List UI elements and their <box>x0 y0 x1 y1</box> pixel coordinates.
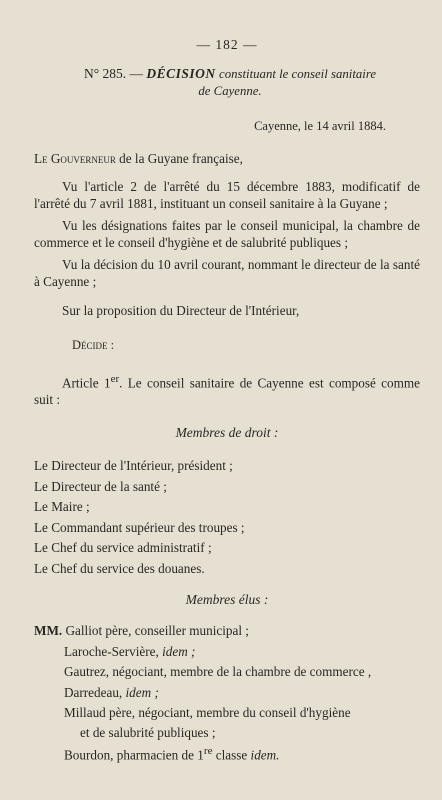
list-item <box>34 741 420 766</box>
member-millaud-line-2: et de salubrité publiques ; <box>80 724 216 740</box>
decision-title <box>34 65 420 100</box>
paragraph-vu-designations: Vu les désignations faites par le conseil municipal, la chambre de commerce et le conseil d'hygiène et de salubrité publiques ; <box>34 218 420 250</box>
membres-droit-list <box>34 456 420 579</box>
list-item <box>34 642 420 663</box>
decision-word: DÉCISION <box>146 66 216 81</box>
governor-line <box>34 150 420 167</box>
list-item: Le Commandant supérieur des troupes ; <box>34 519 245 535</box>
member-darredeau: Darredeau, <box>64 684 126 700</box>
messieurs-abbr: MM. <box>34 623 63 639</box>
list-item: Le Directeur de la santé ; <box>34 478 167 494</box>
member-millaud-line-1: Millaud père, négociant, membre du conseil d'hygiène <box>64 705 351 721</box>
list-item: Le Chef du service des douanes. <box>34 560 205 576</box>
title-dash: — <box>129 66 143 81</box>
title-line-1 <box>40 65 420 83</box>
paragraph-vu-article: Vu l'article 2 de l'arrêté du 15 décembre 1883, modificatif de l'arrêté du 7 avril 1881, instituant un conseil sanitaire à la Guyane ; <box>34 179 420 211</box>
membres-elus-list <box>34 621 420 765</box>
list-item <box>34 683 420 704</box>
list-item: Le Maire ; <box>34 499 90 515</box>
article-prefix: Article 1 <box>62 375 111 391</box>
paragraph-proposition: Sur la proposition du Directeur de l'Intérieur, <box>62 303 300 318</box>
decision-number: N° 285. <box>83 66 127 81</box>
title-rest-1: constituant le conseil sanitaire <box>219 67 377 81</box>
governor-rest: de la Guyane française, <box>115 151 243 166</box>
membres-droit-heading: Membres de droit : <box>175 425 279 441</box>
list-item <box>34 621 420 642</box>
member-bourdon: Bourdon, pharmacien de 1 <box>64 747 204 763</box>
bourdon-suffix: classe <box>212 747 251 763</box>
idem-text: idem ; <box>162 643 196 659</box>
list-item: Le Chef du service administratif ; <box>34 540 212 556</box>
article-text: . Le conseil sanitaire de Cayenne est composé comme suit : <box>34 375 420 408</box>
title-rest-2: de Cayenne. <box>198 84 262 98</box>
member-gautrez: Gautrez, négociant, membre de la chambre de commerce , <box>64 664 372 680</box>
article-1 <box>34 371 420 408</box>
decide-heading: Décide : <box>72 338 115 352</box>
member-galliot: Galliot père, conseiller municipal ; <box>65 623 249 639</box>
bourdon-superscript: re <box>203 744 213 757</box>
governor-title: Le Gouverneur <box>34 151 116 166</box>
dateline: Cayenne, le 14 avril 1884. <box>254 119 386 133</box>
list-item: Le Directeur de l'Intérieur, président ; <box>34 458 233 474</box>
paragraph-vu-decision: Vu la décision du 10 avril courant, nommant le directeur de la santé à Cayenne ; <box>34 257 420 289</box>
idem-text: idem ; <box>125 684 159 700</box>
member-laroche: Laroche-Servière, <box>64 643 163 659</box>
idem-text: idem. <box>250 747 280 763</box>
article-superscript: er <box>110 373 120 385</box>
page-number: — 182 — <box>196 37 258 52</box>
membres-elus-heading: Membres élus : <box>185 592 269 608</box>
